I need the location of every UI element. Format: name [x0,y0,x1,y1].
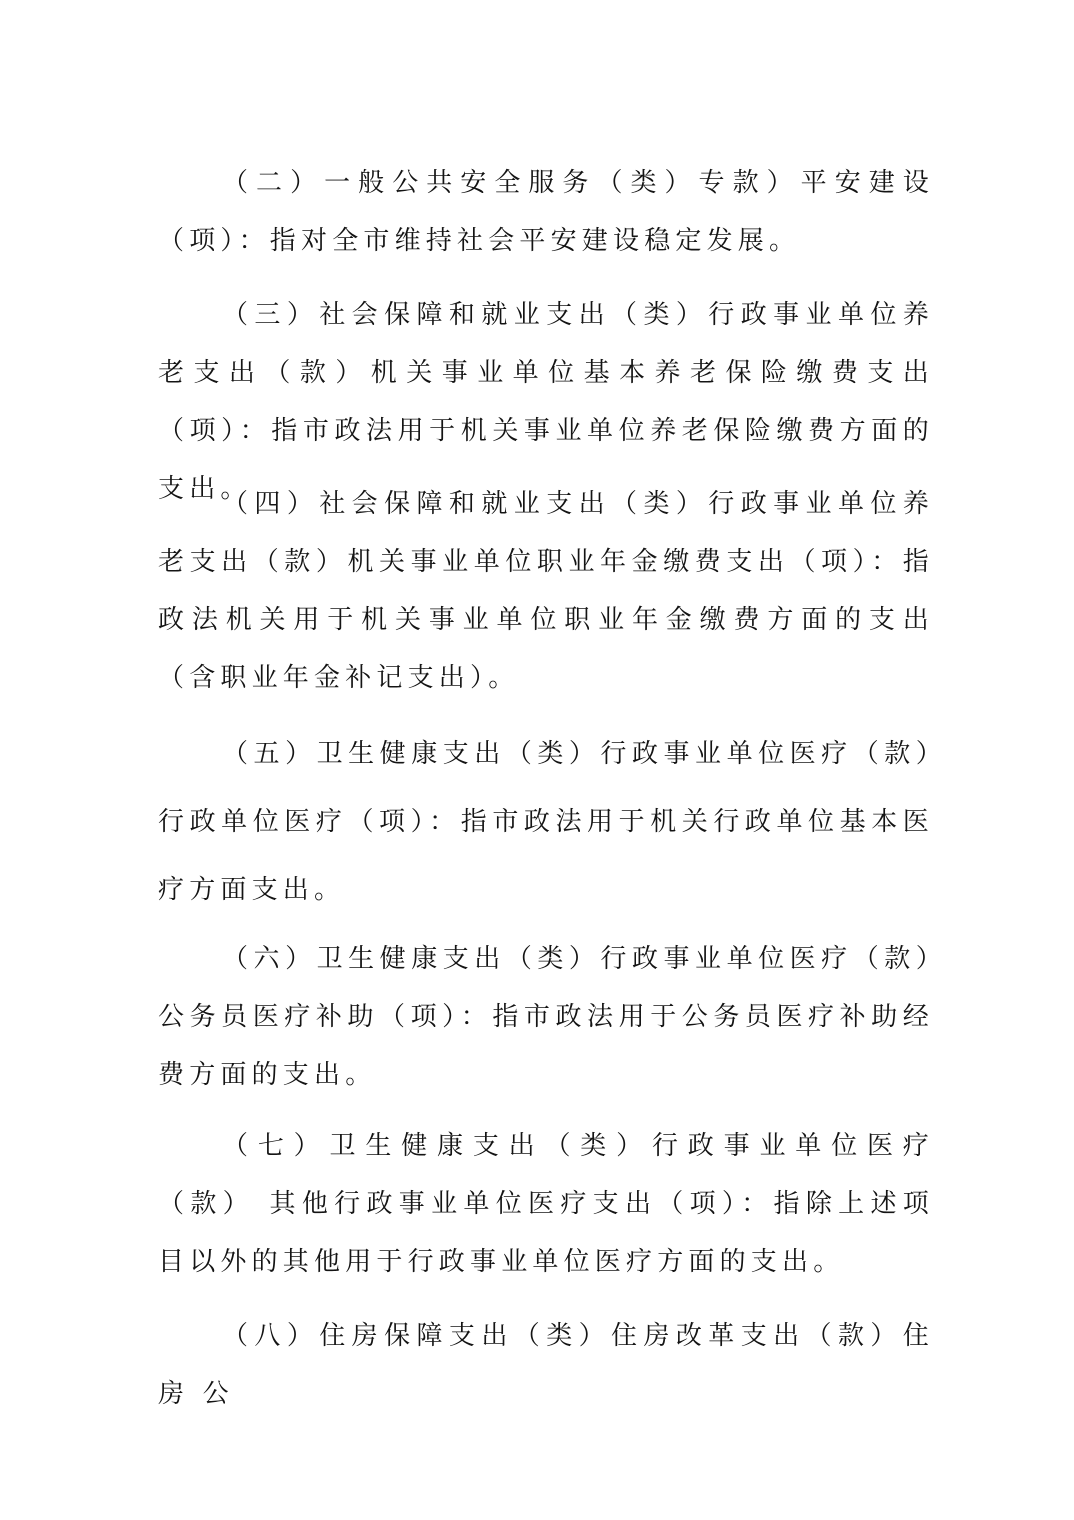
paragraph-public-safety: （二）一般公共安全服务（类）专款）平安建设（项）：指对全市维持社会平安建设稳定发展。 [158,168,934,256]
paragraph-other-medical: （七）卫生健康支出（类）行政事业单位医疗（款） 其他行政事业单位医疗支出（项）：指除上述项目以外的其他用于行政事业单位医疗方面的支出。 [158,1131,934,1277]
paragraph-housing-reform: （八）住房保障支出（类）住房改革支出（款）住房 公 [158,1321,934,1409]
paragraph-administrative-medical: （五）卫生健康支出（类）行政事业单位医疗（款）行政单位医疗（项）：指市政法用于机关行政单位基本医疗方面支出。 [158,739,934,905]
paragraph-basic-pension: （三）社会保障和就业支出（类）行政事业单位养老支出（款）机关事业单位基本养老保险缴费支出（项）：指市政法用于机关事业单位养老保险缴费方面的支出。 [158,300,934,504]
paragraph-civil-servant-medical: （六）卫生健康支出（类）行政事业单位医疗（款）公务员医疗补助（项）：指市政法用于公务员医疗补助经费方面的支出。 [158,944,934,1090]
paragraph-occupational-annuity: （四）社会保障和就业支出（类）行政事业单位养老支出（款）机关事业单位职业年金缴费支出（项）：指政法机关用于机关事业单位职业年金缴费方面的支出（含职业年金补记支出）。 [158,489,934,693]
